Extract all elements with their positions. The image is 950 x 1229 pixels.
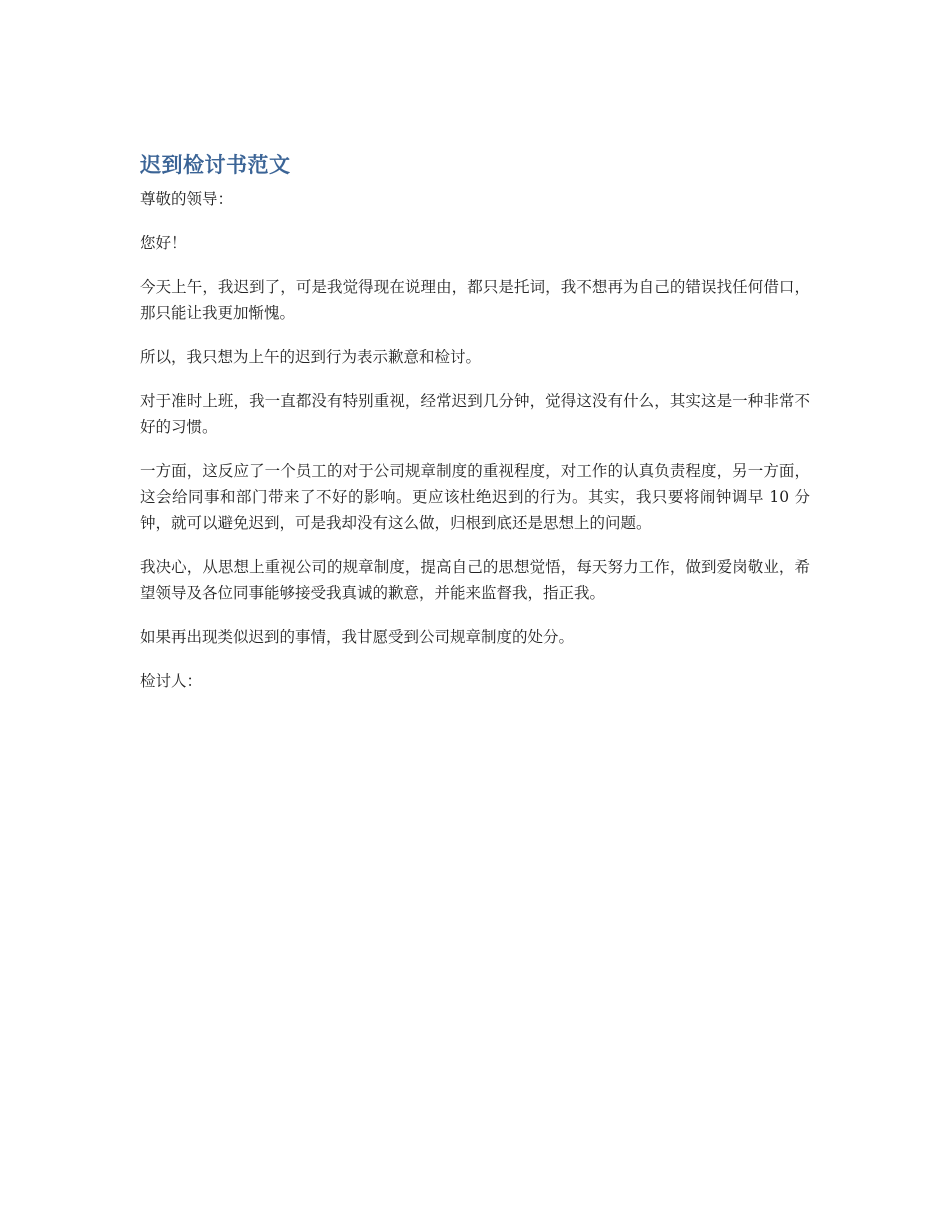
signature-line: 检讨人：: [140, 672, 203, 690]
paragraph-4: 一方面，这反应了一个员工的对于公司规章制度的重视程度，对工作的认真负责程度，另一方面，这会给同事和部门带来了不好的影响。更应该杜绝迟到的行为。其实，我只要将闹钟调早 10 分钟，就可以避免迟到，可是我却没有这么做，归根到底还是思想上的问题。: [140, 462, 810, 532]
paragraph-5: 我决心，从思想上重视公司的规章制度，提高自己的思想觉悟，每天努力工作，做到爱岗敬业，希望领导及各位同事能够接受我真诚的歉意，并能来监督我，指正我。: [140, 558, 810, 602]
salutation: 尊敬的领导：: [140, 190, 234, 208]
paragraph-3: 对于准时上班，我一直都没有特别重视，经常迟到几分钟，觉得这没有什么，其实这是一种非常不好的习惯。: [140, 392, 810, 436]
greeting: 您好！: [140, 234, 187, 252]
paragraph-6: 如果再出现类似迟到的事情，我甘愿受到公司规章制度的处分。: [140, 628, 575, 646]
document-title: 迟到检讨书范文: [140, 153, 291, 177]
paragraph-2: 所以，我只想为上午的迟到行为表示歉意和检讨。: [140, 348, 482, 366]
document-body: [140, 150, 810, 712]
paragraph-1: 今天上午，我迟到了，可是我觉得现在说理由，都只是托词，我不想再为自己的错误找任何借口，那只能让我更加惭愧。: [140, 278, 810, 322]
